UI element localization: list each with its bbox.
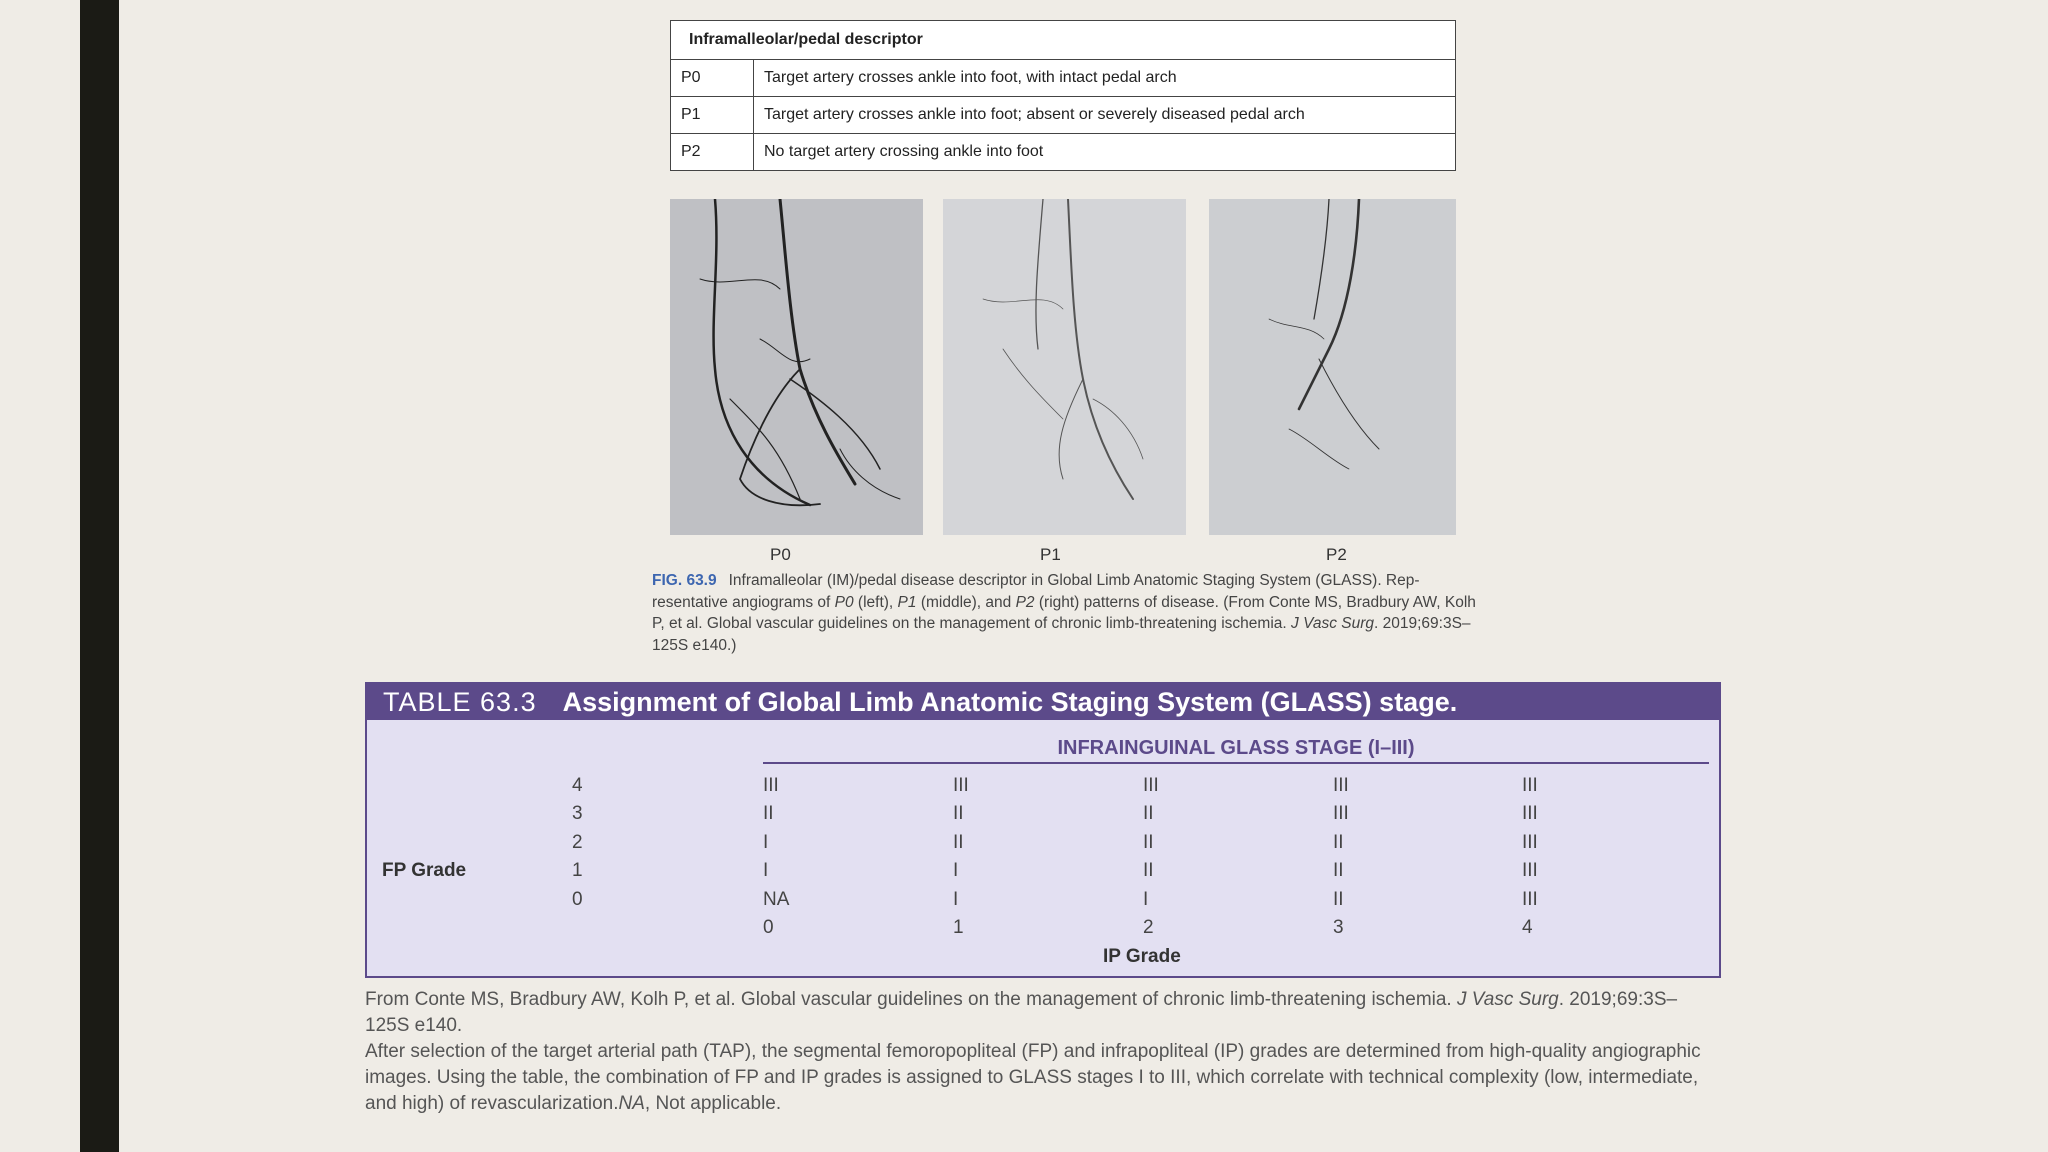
caption-text: . 2019;69:3S–125S e140.) xyxy=(652,615,1471,654)
glass-stage-table xyxy=(365,682,1721,978)
table-title: Assignment of Global Limb Anatomic Staging System (GLASS) stage. xyxy=(562,686,1458,717)
footnote-text: From Conte MS, Bradbury AW, Kolh P, et al. Global vascular guidelines on the management of chronic limb-threatening ischemia. xyxy=(365,989,1457,1010)
grid-cell: III xyxy=(1522,889,1538,910)
fp-grade-label: FP Grade xyxy=(382,860,467,881)
grid-cell: I xyxy=(763,860,769,881)
grid-cell: I xyxy=(1143,889,1149,910)
pedal-table-header-row xyxy=(671,21,1456,60)
fp-value: 2 xyxy=(572,832,583,853)
ip-value: 2 xyxy=(1143,917,1154,938)
angiogram-p2-image xyxy=(1209,199,1456,535)
grid-cell: II xyxy=(1333,860,1344,881)
table-number: TABLE 63.3 xyxy=(383,686,537,717)
angiogram-p0-image xyxy=(670,199,923,535)
pedal-code: P2 xyxy=(671,134,754,171)
grid-cell: III xyxy=(1522,860,1538,881)
table-source-note xyxy=(365,987,1721,1039)
pedal-code: P1 xyxy=(671,97,754,134)
table-row xyxy=(671,134,1456,171)
figure-number: FIG. 63.9 xyxy=(652,572,717,589)
caption-italic: P0 xyxy=(834,593,854,611)
caption-text: (right) patterns of disease. (From Conte MS, Bradbury AW, Kolh P, et al. Global vascular guidelines on the management of chronic limb-threatening ischemia. xyxy=(652,593,1476,632)
grid-cell: NA xyxy=(763,889,790,910)
footnote-text: , Not applicable. xyxy=(644,1093,782,1114)
grid-cell: II xyxy=(953,803,964,824)
grid-cell: III xyxy=(1143,775,1159,796)
grid-cell: I xyxy=(763,832,769,853)
figure-caption xyxy=(652,570,1482,656)
pedal-description: No target artery crossing ankle into foot xyxy=(754,134,1456,171)
grid-cell: III xyxy=(1522,803,1538,824)
grid-cell: II xyxy=(953,832,964,853)
pedal-description: Target artery crosses ankle into foot, with intact pedal arch xyxy=(754,60,1456,97)
pedal-description: Target artery crosses ankle into foot; absent or severely diseased pedal arch xyxy=(754,97,1456,134)
grid-cell: II xyxy=(763,803,774,824)
ip-value: 4 xyxy=(1522,917,1533,938)
grid-cell: II xyxy=(1143,803,1154,824)
ip-value: 3 xyxy=(1333,917,1344,938)
caption-italic: J Vasc Surg xyxy=(1291,615,1375,632)
grid-cell: II xyxy=(1333,832,1344,853)
grid-cell: II xyxy=(1143,832,1154,853)
grid-cell: II xyxy=(1143,860,1154,881)
caption-text: (left), xyxy=(853,593,898,611)
grid-cell: I xyxy=(953,889,959,910)
footnote-italic: J Vasc Surg xyxy=(1457,989,1559,1010)
grid-cell: I xyxy=(953,860,959,881)
image-label-p2: P2 xyxy=(1326,545,1347,564)
image-label-p0: P0 xyxy=(770,545,791,564)
table-row xyxy=(671,60,1456,97)
grid-cell: III xyxy=(1522,832,1538,853)
pedal-table-header: Inframalleolar/pedal descriptor xyxy=(671,21,1456,60)
grid-cell: III xyxy=(1333,803,1349,824)
caption-italic: P1 xyxy=(897,593,917,611)
caption-text: (middle), and xyxy=(916,593,1016,611)
grid-cell: III xyxy=(1522,775,1538,796)
ip-value: 1 xyxy=(953,917,964,938)
glass-table-header xyxy=(367,684,1719,720)
table-explanation-note xyxy=(365,1039,1721,1117)
pedal-descriptor-table xyxy=(670,20,1456,171)
fp-value: 4 xyxy=(572,775,583,796)
fp-value: 0 xyxy=(572,889,583,910)
grid-cell: III xyxy=(953,775,969,796)
footnote-text: After selection of the target arterial path (TAP), the segmental femoropopliteal (FP) and infrapopliteal (IP) grades are determined from high-quality angiographic images. Using the table, the combination of FP and IP grades is assigned to GLASS stages I to III, which correlate with technical complexity (low, intermediate, and high) of revascularization. xyxy=(365,1041,1701,1114)
grid-cell: III xyxy=(763,775,779,796)
angiogram-p1-image xyxy=(943,199,1186,535)
footnote-italic: NA xyxy=(618,1093,645,1114)
pedal-code: P0 xyxy=(671,60,754,97)
image-label-p1: P1 xyxy=(1040,545,1061,564)
caption-italic: P2 xyxy=(1015,593,1035,611)
grid-cell: II xyxy=(1333,889,1344,910)
footnote-text: . 2019;69:3S–125S e140. xyxy=(365,989,1678,1036)
caption-text: Inframalleolar (IM)/pedal disease descriptor in Global Limb Anatomic Staging System (GLASS). Rep-resentative angiograms of xyxy=(652,572,1420,611)
fp-value: 3 xyxy=(572,803,583,824)
ip-grade-label: IP Grade xyxy=(1103,946,1181,967)
table-row xyxy=(671,97,1456,134)
fp-value: 1 xyxy=(572,860,583,881)
left-dark-bar xyxy=(80,0,119,1152)
grid-cell: III xyxy=(1333,775,1349,796)
ip-value: 0 xyxy=(763,917,774,938)
table-subtitle: INFRAINGUINAL GLASS STAGE (I–III) xyxy=(763,737,1709,764)
